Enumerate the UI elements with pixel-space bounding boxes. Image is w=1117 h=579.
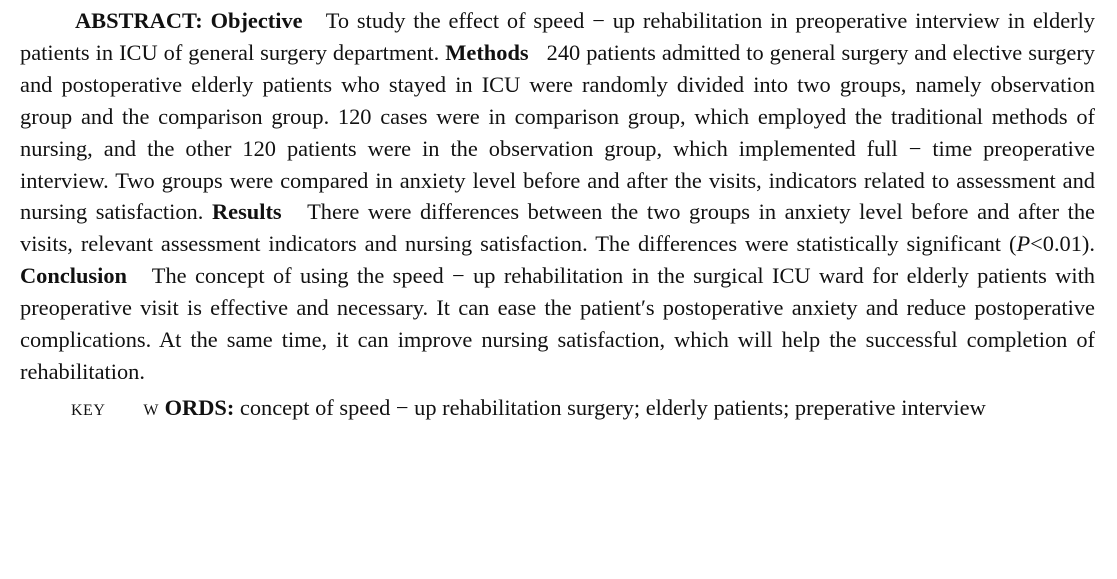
conclusion-label: Conclusion [20, 263, 128, 289]
keywords-prefix: KEY [71, 401, 106, 419]
keywords-paragraph [20, 392, 1095, 427]
keywords-text: concept of speed − up rehabilitation surgery; elderly patients; preperative interview [239, 394, 986, 420]
objective-label: Objective [210, 8, 303, 33]
keywords-w-letter: W [143, 401, 159, 419]
p-value: <0.01). [1030, 231, 1095, 257]
conclusion-text: The concept of using the speed − up rehabilitation in the surgical ICU ward for elderly patients with preoperative visit is effective and necessary. It can ease the patient′s postoperative anxiety and reduce postoperative complications. At the same time, it can improve nursing satisfaction, which will help the successful completion of rehabilitation. [20, 263, 1096, 384]
objective-text: To study the effect of speed − up rehabilitation in preoperative interview in elderly patients in ICU of general surgery department. [20, 8, 1096, 65]
results-text: There were differences between the two groups in anxiety level before and after the visits, relevant assessment indicators and nursing satisfaction. The differences were statistically significant ( [20, 199, 1095, 257]
keywords-label: ORDS: [164, 394, 235, 420]
methods-label: Methods [445, 39, 529, 65]
abstract-paragraph [20, 5, 1095, 388]
abstract-label: ABSTRACT: [75, 8, 203, 33]
methods-text: 240 patients admitted to general surgery and elective surgery and postoperative elderly patients who stayed in ICU were randomly divided into two groups, namely observation group and the comparison group. 120 cases were in comparison group, which employed the traditional methods of nursing, and the other 120 patients were in the observation group, which implemented full − time preoperative interview. Two groups were compared in anxiety level before and after the visits, indicators related to assessment and nursing satisfaction. [20, 39, 1095, 225]
p-symbol: P [1016, 231, 1031, 257]
results-label: Results [211, 199, 282, 225]
